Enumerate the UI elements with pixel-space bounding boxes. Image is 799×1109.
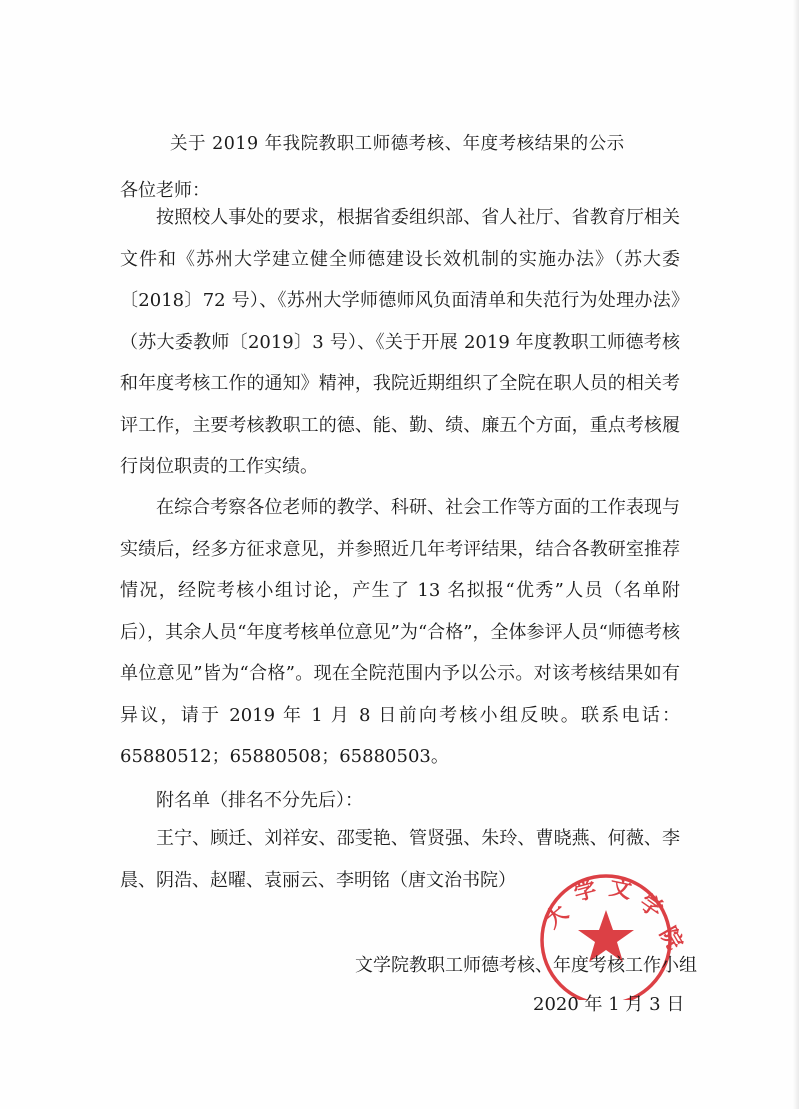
signature-date: 2020 年 1 月 3 日 (533, 994, 685, 1015)
paragraph-1: 按照校人事处的要求，根据省委组织部、省人社厅、省教育厅相关文件和《苏州大学建立健全师德建设长效机制的实施办法》（苏大委〔2018〕72 号）、《苏州大学师德师风负面清单和失范行为处理办法》（苏大委教师〔2019〕3 号）、《关于开展 2019 年度教职工师德考核和年度考核工作的通知》精神，我院近期组织了全院在职人员的相关考评工作，主要考核教职工的德、能、勤、绩、廉五个方面，重点考核履行岗位职责的工作实绩。 (120, 207, 680, 477)
seal-char-2: 学 (571, 875, 600, 907)
seal-char-3: 文 (606, 874, 634, 905)
seal-char-4: 学 (634, 889, 668, 924)
signature-organization: 文学院教职工师德考核、年度考核工作小组 (355, 955, 697, 976)
name-list: 王宁、顾迁、刘祥安、邵雯艳、管贤强、朱玲、曹晓燕、何薇、李晨、阴浩、赵曜、袁丽云、李明铭（唐文治书院） (120, 828, 680, 891)
official-seal-stamp (519, 860, 694, 1000)
attachment-label: 附名单（排名不分先后）： (156, 790, 363, 811)
document-title: 关于 2019 年我院教职工师德考核、年度考核结果的公示 (170, 134, 625, 154)
paragraph-2: 在综合考察各位老师的教学、科研、社会工作等方面的工作表现与实绩后，经多方征求意见，并参照近几年考评结果，结合各教研室推荐情况，经院考核小组讨论，产生了 13 名拟报“优秀”人员（名单附后），其余人员“年度考核单位意见”为“合格”，全体参评人员“师德考核单位意见”皆为“合格”。现在全院范围内予以公示。对该考核结果如有异议，请于 2019 年 1 月 8 日前向考核小组反映。联系电话：65880512；65880508；65880503。 (120, 497, 680, 767)
page-edge-shadow (793, 0, 799, 1109)
seal-char-5: 院 (654, 922, 688, 955)
seal-char-1: 大 (539, 899, 574, 934)
salutation: 各位老师： (120, 180, 210, 201)
